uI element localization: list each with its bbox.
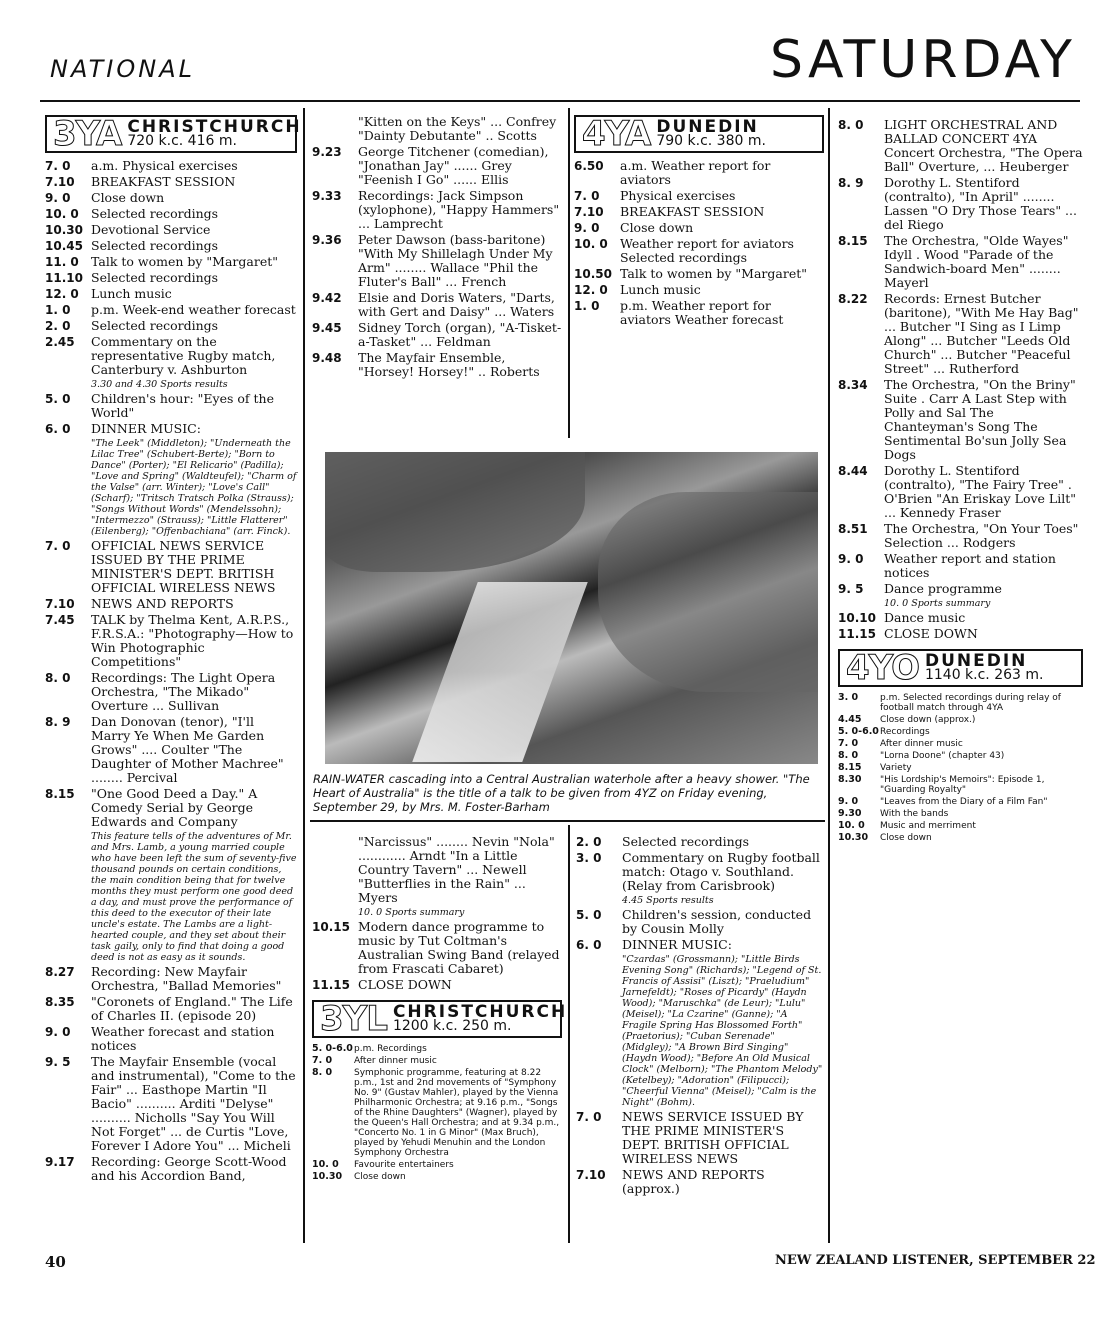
column-3ya-cont xyxy=(312,115,562,381)
programme-description: "His Lordship's Memoirs": Episode 1, "Guarding Royalty" xyxy=(880,775,1045,795)
section-label: NATIONAL xyxy=(50,55,195,83)
column-3ya-end xyxy=(312,834,568,1184)
programme-description: Lunch music xyxy=(620,282,701,297)
programme-entry xyxy=(838,464,1083,520)
programme-time: 4.45 xyxy=(838,714,862,725)
programme-time xyxy=(45,379,91,390)
programme-entry xyxy=(45,223,297,237)
programme-time: 7. 0 xyxy=(45,159,71,173)
programme-entry xyxy=(574,299,824,327)
programme-time: 11. 0 xyxy=(45,255,79,269)
station-header-3ya xyxy=(45,114,302,154)
programme-time: 10. 0 xyxy=(45,207,79,221)
programme-description: Elsie and Doris Waters, "Darts, with Gert and Daisy" ... Waters xyxy=(358,290,555,319)
programme-entry xyxy=(576,851,824,893)
programme-time: 8.35 xyxy=(45,995,75,1009)
station-name: DUNEDIN xyxy=(656,117,759,137)
programme-description: The Orchestra, "On the Briny" Suite . Carr A Last Step with Polly and Sal The Chanteyman's Song The Sentimental Bo'sun Jolly Sea Dogs xyxy=(884,377,1076,462)
station-header-4ya xyxy=(574,115,824,153)
programme-time: 2. 0 xyxy=(576,835,602,849)
programme-entry xyxy=(838,611,1083,625)
publication-line: NEW ZEALAND LISTENER, SEPTEMBER 22 xyxy=(775,1253,1096,1268)
programme-description: a.m. Physical exercises xyxy=(91,158,238,173)
programme-description: DINNER MUSIC: xyxy=(91,421,201,436)
programme-entry xyxy=(312,920,562,976)
programme-entry xyxy=(312,978,562,992)
programme-entry xyxy=(45,1055,297,1153)
programme-list-3yl xyxy=(312,1044,562,1182)
programme-time: 7.10 xyxy=(574,205,604,219)
programme-time: 10.50 xyxy=(574,267,612,281)
station-frequency: 1200 k.c. 250 m. xyxy=(392,1018,512,1034)
programme-entry xyxy=(45,287,297,301)
programme-time xyxy=(312,835,358,905)
programme-entry xyxy=(576,908,824,936)
programme-entry xyxy=(45,271,297,285)
programme-entry xyxy=(45,175,297,189)
programme-description: Lunch music xyxy=(91,286,172,301)
programme-description: BREAKFAST SESSION xyxy=(91,174,236,189)
programme-time: 9.42 xyxy=(312,291,342,305)
programme-entry xyxy=(576,1110,824,1166)
programme-entry xyxy=(45,303,297,317)
programme-entry xyxy=(312,291,562,319)
programme-description: a.m. Weather report for aviators xyxy=(620,158,771,187)
column-4ya-cont xyxy=(576,835,824,1198)
programme-description: Physical exercises xyxy=(620,188,736,203)
programme-entry xyxy=(312,1044,562,1054)
programme-description: Children's hour: "Eyes of the World" xyxy=(91,391,274,420)
programme-description: Selected recordings xyxy=(91,206,219,221)
programme-description: Dance programme xyxy=(884,581,1002,596)
programme-entry xyxy=(312,1172,562,1182)
programme-description: Selected recordings xyxy=(91,238,219,253)
programme-description: Weather report and station notices xyxy=(884,551,1056,580)
programme-time: 10.45 xyxy=(45,239,83,253)
programme-time: 9.33 xyxy=(312,189,342,203)
programme-description: "Kitten on the Keys" ... Confrey "Dainty Debutante" .. Scotts xyxy=(358,114,557,143)
waterhole-photo xyxy=(325,452,818,764)
programme-time: 10.30 xyxy=(312,1171,343,1182)
programme-entry xyxy=(312,1068,562,1158)
programme-description: NEWS AND REPORTS xyxy=(91,596,234,611)
programme-entry xyxy=(574,159,824,187)
programme-list-4yo xyxy=(838,693,1083,843)
programme-time: 10.30 xyxy=(45,223,83,237)
programme-description: Peter Dawson (bass-baritone) "With My Shillelagh Under My Arm" ........ Wallace "Phil the Fluter's Ball" ... French xyxy=(358,232,553,289)
programme-time: 5. 0 xyxy=(45,392,71,406)
programme-entry xyxy=(45,671,297,713)
programme-description: Commentary on Rugby football match: Otago v. Southland. (Relay from Carisbrook) xyxy=(622,850,820,893)
programme-time: 7. 0 xyxy=(574,189,600,203)
programme-time: 8.22 xyxy=(838,292,868,306)
page-number: 40 xyxy=(45,1253,66,1271)
programme-description: Dance music xyxy=(884,610,966,625)
programme-description: Close down xyxy=(620,220,694,235)
programme-description: p.m. Recordings xyxy=(354,1044,427,1054)
programme-description: p.m. Selected recordings during relay of football match through 4YA xyxy=(880,693,1061,713)
programme-description: NEWS SERVICE ISSUED BY THE PRIME MINISTER'S DEPT. BRITISH OFFICIAL WIRELESS NEWS xyxy=(622,1109,804,1166)
programme-description: Close down (approx.) xyxy=(880,715,976,725)
station-header-3yl xyxy=(312,999,568,1039)
programme-time: 10.30 xyxy=(838,832,869,843)
programme-description: p.m. Weather report for aviators Weather forecast xyxy=(620,298,784,327)
programme-time: 3. 0 xyxy=(576,851,602,865)
programme-description: p.m. Week-end weather forecast xyxy=(91,302,296,317)
programme-entry xyxy=(838,176,1083,232)
programme-time xyxy=(838,598,884,609)
programme-description: TALK by Thelma Kent, A.R.P.S., F.R.S.A.: "Photography—How to Win Photographic Competitions" xyxy=(91,612,294,669)
programme-entry xyxy=(576,895,824,906)
programme-time: 7. 0 xyxy=(576,1110,602,1124)
programme-description: Records: Ernest Butcher (baritone), "With Me Hay Bag" ... Butcher "I Sing as I Limp Along" ... Butcher "Leeds Old Church" ... Butcher "Peaceful Street" ... Rutherford xyxy=(884,291,1079,376)
programme-list xyxy=(838,118,1083,641)
programme-list xyxy=(312,115,562,379)
column-rule-1 xyxy=(303,108,305,1243)
programme-time: 7. 0 xyxy=(45,539,71,553)
programme-time: 9.17 xyxy=(45,1155,75,1169)
programme-entry xyxy=(45,207,297,221)
programme-description: Talk to women by "Margaret" xyxy=(620,266,807,281)
programme-entry xyxy=(576,1168,824,1196)
programme-description: "One Good Deed a Day." A Comedy Serial by George Edwards and Company xyxy=(91,786,258,829)
programme-time: 11.15 xyxy=(312,978,350,992)
column-rule-3 xyxy=(828,108,830,1243)
programme-time: 8.15 xyxy=(838,762,862,773)
programme-description: George Titchener (comedian), "Jonathan Jay" ...... Grey "Feenish I Go" ...... Ellis xyxy=(358,144,549,187)
programme-time: 8.15 xyxy=(838,234,868,248)
programme-time: 2.45 xyxy=(45,335,75,349)
programme-time: 5. 0 xyxy=(576,908,602,922)
programme-entry xyxy=(838,715,1083,725)
programme-description: Close down xyxy=(91,190,165,205)
programme-entry xyxy=(45,613,297,669)
programme-time: 9.48 xyxy=(312,351,342,365)
programme-description: This feature tells of the adventures of Mr. and Mrs. Lamb, a young married couple who have been left the sum of seventy-five thousand pounds on certain conditions, the main condition being that for twelve months they must perform one good deed a day, and must prove the performance of this deed to the executor of their late uncle's estate. The Lambs are a light-hearted couple, and they set about their task gaily, only to find that doing a good deed is not as easy as it sounds. xyxy=(91,831,297,963)
programme-entry xyxy=(45,255,297,269)
programme-description: "Coronets of England." The Life of Charles II. (episode 20) xyxy=(91,994,293,1023)
programme-entry xyxy=(45,597,297,611)
programme-time: 5. 0-6.0 xyxy=(838,726,879,737)
programme-description: Recording: George Scott-Wood and his Accordion Band, xyxy=(91,1154,287,1183)
programme-entry xyxy=(45,422,297,436)
programme-entry xyxy=(45,715,297,785)
programme-description: Commentary on the representative Rugby match, Canterbury v. Ashburton xyxy=(91,334,276,377)
programme-entry xyxy=(574,189,824,203)
column-4ya xyxy=(574,115,824,329)
programme-entry xyxy=(838,598,1083,609)
station-logo: 3YA xyxy=(53,114,122,154)
programme-description: The Mayfair Ensemble (vocal and instrumental), "Come to the Fair" ... Easthope Martin "Il Bacio" .......... Arditi "Delyse" .......... Nicholls "Say You Will Not Forget" ... de Curtis "Love, Forever I Adore You" ... Micheli xyxy=(91,1054,296,1153)
programme-description: OFFICIAL NEWS SERVICE ISSUED BY THE PRIME MINISTER'S DEPT. BRITISH OFFICIAL WIRELESS NEWS xyxy=(91,538,276,595)
programme-time: 10.15 xyxy=(312,920,350,934)
programme-time: 9. 5 xyxy=(45,1055,71,1069)
programme-entry xyxy=(838,751,1083,761)
programme-time: 8.27 xyxy=(45,965,75,979)
programme-description: Talk to women by "Margaret" xyxy=(91,254,278,269)
programme-time: 7.45 xyxy=(45,613,75,627)
programme-entry xyxy=(45,392,297,420)
programme-entry xyxy=(838,118,1083,174)
programme-entry xyxy=(45,995,297,1023)
programme-entry xyxy=(45,1025,297,1053)
programme-entry xyxy=(838,739,1083,749)
programme-description: The Mayfair Ensemble, "Horsey! Horsey!" .. Roberts xyxy=(358,350,540,379)
programme-time: 11.10 xyxy=(45,271,83,285)
programme-entry xyxy=(45,965,297,993)
programme-description: "Lorna Doone" (chapter 43) xyxy=(880,751,1005,761)
programme-entry xyxy=(45,159,297,173)
station-logo: 3YL xyxy=(320,999,387,1039)
programme-description: Close down xyxy=(880,833,932,843)
programme-list xyxy=(312,835,562,992)
programme-description: Weather report for aviators Selected recordings xyxy=(620,236,794,265)
programme-entry xyxy=(576,835,824,849)
column-4ya-evening xyxy=(838,118,1083,845)
column-rule-2 xyxy=(568,108,570,438)
programme-description: Modern dance programme to music by Tut Coltman's Australian Swing Band (relayed from Frascati Cabaret) xyxy=(358,919,560,976)
programme-entry xyxy=(838,821,1083,831)
programme-time: 1. 0 xyxy=(45,303,71,317)
programme-entry xyxy=(576,954,824,1108)
programme-entry xyxy=(574,221,824,235)
programme-description: Favourite entertainers xyxy=(354,1160,454,1170)
programme-description: 3.30 and 4.30 Sports results xyxy=(91,379,228,390)
programme-entry xyxy=(312,351,562,379)
programme-description: CLOSE DOWN xyxy=(358,977,452,992)
programme-time: 8. 0 xyxy=(838,750,859,761)
programme-entry xyxy=(45,787,297,829)
programme-time: 3. 0 xyxy=(838,692,859,703)
programme-time: 7.10 xyxy=(576,1168,606,1182)
programme-description: Devotional Service xyxy=(91,222,211,237)
programme-time: 9.36 xyxy=(312,233,342,247)
programme-entry xyxy=(838,763,1083,773)
programme-entry xyxy=(574,205,824,219)
programme-entry xyxy=(312,233,562,289)
programme-description: Recording: New Mayfair Orchestra, "Ballad Memories" xyxy=(91,964,282,993)
programme-description: Children's session, conducted by Cousin Molly xyxy=(622,907,812,936)
programme-entry xyxy=(45,831,297,963)
programme-time: 9.23 xyxy=(312,145,342,159)
programme-time: 9. 0 xyxy=(45,1025,71,1039)
programme-description: Selected recordings xyxy=(622,834,750,849)
programme-description: DINNER MUSIC: xyxy=(622,937,732,952)
programme-description: 4.45 Sports results xyxy=(622,895,714,906)
programme-entry xyxy=(838,693,1083,713)
programme-description: After dinner music xyxy=(880,739,963,749)
programme-time: 11.15 xyxy=(838,627,876,641)
station-frequency: 790 k.c. 380 m. xyxy=(656,133,766,149)
programme-time: 7. 0 xyxy=(838,738,859,749)
programme-entry xyxy=(576,938,824,952)
programme-description: "Narcissus" ........ Nevin "Nola" ............ Arndt "In a Little Country Tavern" ... Newell "Butterflies in the Rain" ... Myers xyxy=(358,834,555,905)
programme-entry xyxy=(312,1160,562,1170)
programme-time: 12. 0 xyxy=(45,287,79,301)
station-name: CHRISTCHURCH xyxy=(392,1002,568,1022)
programme-time: 9. 0 xyxy=(838,796,859,807)
programme-description: Variety xyxy=(880,763,912,773)
programme-description: After dinner music xyxy=(354,1056,437,1066)
programme-entry xyxy=(45,335,297,377)
programme-time: 7.10 xyxy=(45,597,75,611)
programme-time: 5. 0-6.0 xyxy=(312,1043,353,1054)
programme-entry xyxy=(838,809,1083,819)
programme-description: Weather forecast and station notices xyxy=(91,1024,275,1053)
station-frequency: 1140 k.c. 263 m. xyxy=(924,667,1044,683)
programme-description: LIGHT ORCHESTRAL AND BALLAD CONCERT 4YA Concert Orchestra, "The Opera Ball" Overture, ... Heuberger xyxy=(884,117,1083,174)
photo-caption: RAIN-WATER cascading into a Central Australian waterhole after a heavy shower. "The Heart of Australia" is the title of a talk to be given from 4YZ on Friday evening, September 29, by Mrs. M. Foster-Barham xyxy=(313,772,810,814)
programme-time: 7.10 xyxy=(45,175,75,189)
programme-entry xyxy=(838,292,1083,376)
programme-entry xyxy=(312,115,562,143)
programme-time xyxy=(45,831,91,963)
programme-description: "The Leek" (Middleton); "Underneath the Lilac Tree" (Schubert-Berte); "Born to Dance" (Porter); "El Relicario" (Padilla); "Love and Spring" (Waldteufel); "Charm of the Valse" (arr. Winter); "Love's Call" (Scharf); "Tritsch Tratsch Polka (Strauss); "Songs Without Words" (Mendelssohn); "Intermezzo" (Strauss); "Little Flatterer" (Eilenberg); "Offenbachiana" (arr. Finck). xyxy=(91,438,297,537)
programme-time: 10. 0 xyxy=(838,820,865,831)
programme-description: 10. 0 Sports summary xyxy=(884,598,991,609)
programme-description: Selected recordings xyxy=(91,270,219,285)
programme-description: The Orchestra, "Olde Wayes" Idyll . Wood "Parade of the Sandwich-board Men" ........ Mayerl xyxy=(884,233,1069,290)
programme-time: 8. 9 xyxy=(838,176,864,190)
programme-description: "Leaves from the Diary of a Film Fan" xyxy=(880,797,1048,807)
programme-entry xyxy=(838,582,1083,596)
programme-entry xyxy=(312,189,562,231)
programme-time: 9. 5 xyxy=(838,582,864,596)
programme-description: NEWS AND REPORTS (approx.) xyxy=(622,1167,765,1196)
programme-list xyxy=(576,835,824,1196)
day-title: SATURDAY xyxy=(770,30,1076,90)
programme-entry xyxy=(45,1155,297,1183)
column-rule-4 xyxy=(568,825,570,1243)
station-logo: 4YA xyxy=(582,114,651,154)
programme-time: 8.51 xyxy=(838,522,868,536)
programme-entry xyxy=(838,833,1083,843)
programme-description: CLOSE DOWN xyxy=(884,626,978,641)
programme-description: Recordings xyxy=(880,727,930,737)
programme-description: BREAKFAST SESSION xyxy=(620,204,765,219)
programme-entry xyxy=(312,145,562,187)
programme-entry xyxy=(312,835,562,905)
programme-time xyxy=(312,907,358,918)
programme-description: Recordings: The Light Opera Orchestra, "The Mikado" Overture ... Sullivan xyxy=(91,670,276,713)
programme-list xyxy=(45,159,297,1183)
programme-description: 10. 0 Sports summary xyxy=(358,907,465,918)
programme-entry xyxy=(45,239,297,253)
column-3ya xyxy=(45,114,302,1185)
programme-entry xyxy=(45,438,297,537)
programme-entry xyxy=(45,539,297,595)
programme-entry xyxy=(574,237,824,265)
programme-time: 9. 0 xyxy=(45,191,71,205)
programme-description: Sidney Torch (organ), "A-Tisket-a-Tasket" ... Feldman xyxy=(358,320,562,349)
programme-time: 6. 0 xyxy=(45,422,71,436)
programme-entry xyxy=(838,797,1083,807)
programme-description: Dorothy L. Stentiford (contralto), "The Fairy Tree" . O'Brien "An Eriskay Love Lilt" ... Kennedy Fraser xyxy=(884,463,1076,520)
programme-description: Selected recordings xyxy=(91,318,219,333)
programme-entry xyxy=(838,234,1083,290)
programme-description: Dan Donovan (tenor), "I'll Marry Ye When Me Garden Grows" .... Coulter "The Daughter of Mother Machree" ........ Percival xyxy=(91,714,284,785)
programme-description: Close down xyxy=(354,1172,406,1182)
station-header-4yo xyxy=(838,649,1083,687)
programme-entry xyxy=(45,319,297,333)
programme-time xyxy=(576,954,622,1108)
programme-time: 12. 0 xyxy=(574,283,608,297)
station-name: DUNEDIN xyxy=(924,651,1028,671)
caption-rule xyxy=(310,820,825,822)
programme-entry xyxy=(312,1056,562,1066)
programme-description: Dorothy L. Stentiford (contralto), "In April" ........ Lassen "O Dry Those Tears" ... del Riego xyxy=(884,175,1077,232)
programme-time xyxy=(576,895,622,906)
programme-entry xyxy=(838,522,1083,550)
programme-description: The Orchestra, "On Your Toes" Selection ... Rodgers xyxy=(884,521,1079,550)
programme-time: 9.45 xyxy=(312,321,342,335)
programme-description: Symphonic programme, featuring at 8.22 p.m., 1st and 2nd movements of "Symphony No. 9" (Gustav Mahler), played by the Vienna Philharmonic Orchestra; at 9.16 p.m., "Songs of the Rhine Daughters" (Wagner), played by the Queen's Hall Orchestra; and at 9.34 p.m., "Concerto No. 1 in G Minor" (Max Bruch), played by Yehudi Menuhin and the London Symphony Orchestra xyxy=(354,1068,560,1158)
programme-time: 8.30 xyxy=(838,774,862,785)
programme-list xyxy=(574,159,824,327)
programme-entry xyxy=(838,727,1083,737)
programme-entry xyxy=(45,379,297,390)
programme-time: 2. 0 xyxy=(45,319,71,333)
programme-time: 10.10 xyxy=(838,611,876,625)
programme-time: 8. 9 xyxy=(45,715,71,729)
programme-time: 9. 0 xyxy=(574,221,600,235)
programme-entry xyxy=(574,267,824,281)
programme-entry xyxy=(838,775,1083,795)
programme-time xyxy=(312,115,358,143)
programme-entry xyxy=(838,378,1083,462)
programme-time: 1. 0 xyxy=(574,299,600,313)
station-name: CHRISTCHURCH xyxy=(127,117,302,137)
programme-entry xyxy=(312,321,562,349)
programme-time: 8. 0 xyxy=(838,118,864,132)
programme-description: With the bands xyxy=(880,809,949,819)
programme-description: Music and merriment xyxy=(880,821,976,831)
programme-entry xyxy=(838,627,1083,641)
programme-time: 10. 0 xyxy=(312,1159,339,1170)
station-frequency: 720 k.c. 416 m. xyxy=(127,133,237,149)
programme-entry xyxy=(574,283,824,297)
programme-description: "Czardas" (Grossmann); "Little Birds Evening Song" (Richards); "Legend of St. Francis of Assisi" (Liszt); "Praeludium" Jarnefeldt); "Roses of Picardy" (Haydn Wood); "Maruschka" (de Leur); "Lulu" (Meisel); "La Czarine" (Ganne); "A Fragile Spring Has Blossomed Forth" (Praetorius); "Cuban Serenade" (Midgley); "A Brown Bird Singing" (Haydn Wood); "Before An Old Musical Clock" (Melborn); "The Phantom Melody" (Ketelbey); "Adoration" (Filipucci); "Cheerful Vienna" (Meisel); "Calm is the Night" (Bohm). xyxy=(622,954,823,1108)
programme-entry xyxy=(838,552,1083,580)
programme-time: 10. 0 xyxy=(574,237,608,251)
programme-time xyxy=(45,438,91,537)
programme-entry xyxy=(312,907,562,918)
programme-time: 6.50 xyxy=(574,159,604,173)
programme-time: 8.34 xyxy=(838,378,868,392)
programme-entry xyxy=(45,191,297,205)
programme-time: 9.30 xyxy=(838,808,862,819)
programme-time: 8. 0 xyxy=(45,671,71,685)
programme-time: 7. 0 xyxy=(312,1055,333,1066)
programme-time: 8. 0 xyxy=(312,1067,333,1078)
top-rule xyxy=(40,100,1080,102)
programme-time: 6. 0 xyxy=(576,938,602,952)
programme-time: 8.15 xyxy=(45,787,75,801)
programme-description: Recordings: Jack Simpson (xylophone), "Happy Hammers" ... Lamprecht xyxy=(358,188,560,231)
programme-time: 9. 0 xyxy=(838,552,864,566)
station-logo: 4YO xyxy=(846,648,919,688)
programme-time: 8.44 xyxy=(838,464,868,478)
